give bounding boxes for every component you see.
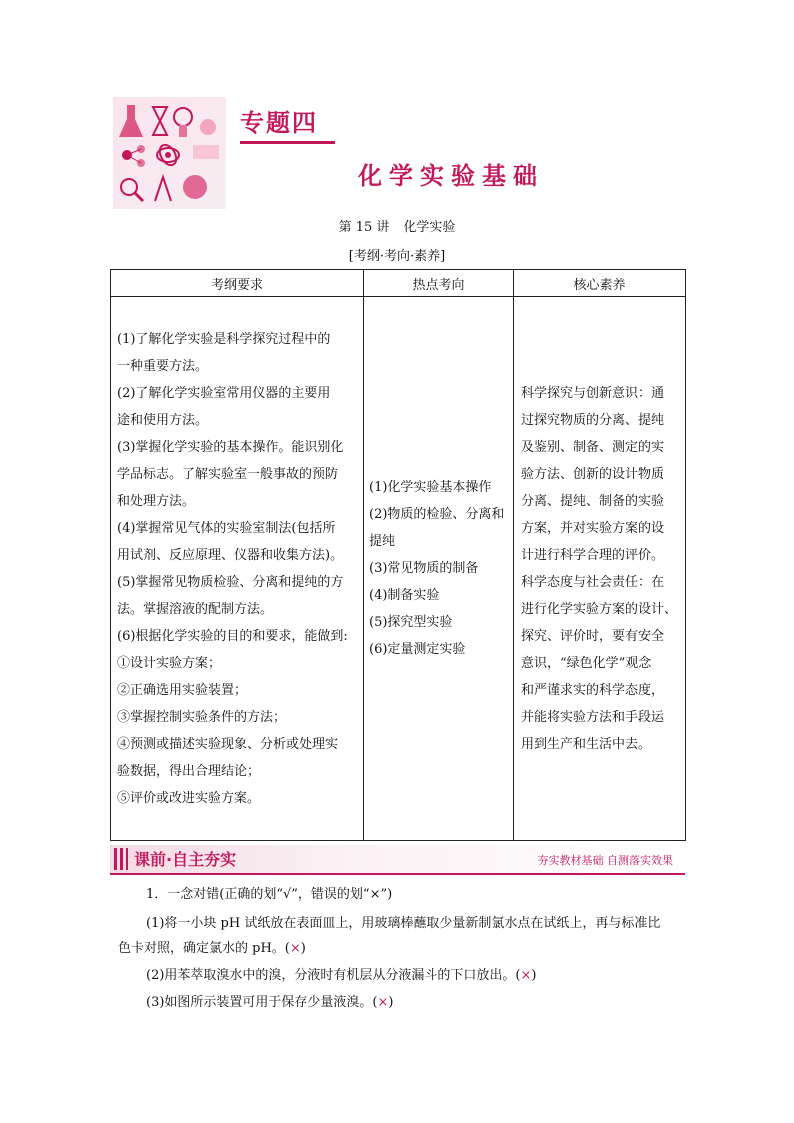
question-line: (3)如图所示装置可用于保存少量液溴。(×) — [146, 995, 394, 1010]
question-text: (1)将一小块 pH 试纸放在表面皿上，用玻璃棒蘸取少量新制氯水点在试纸上，再与标准比 — [146, 916, 661, 931]
requirement-line: ⑤评价或改进实验方案。 — [117, 790, 261, 806]
literacy-line: 计进行科学合理的评价。 — [521, 547, 665, 563]
lesson-number: 第 15 讲 — [338, 220, 390, 235]
requirement-line: ③掌握控制实验条件的方法； — [117, 709, 287, 725]
question-intro — [146, 883, 392, 902]
question-line: 色卡对照，确定氯水的 pH。(×) — [118, 941, 306, 956]
literacy-line: 科学态度与社会责任：在 — [521, 574, 665, 590]
literacy-line: 意识，“绿色化学”观念 — [521, 655, 652, 671]
requirement-line: 和处理方法。 — [117, 493, 196, 509]
requirement-line: (5)掌握常见物质检验、分离和提纯的方 — [117, 574, 344, 590]
question-text: 色卡对照，确定氯水的 pH。( — [118, 941, 290, 956]
table-header-row — [111, 270, 686, 297]
section-banner — [110, 845, 685, 875]
lesson-name: 化学实验 — [403, 220, 456, 235]
section-caption: [考纲·考向·素养] — [348, 249, 446, 264]
requirement-line: 法。掌握溶液的配制方法。 — [117, 601, 274, 617]
hotspot-line: 提纯 — [369, 534, 396, 549]
header-literacy: 核心素养 — [514, 270, 686, 297]
literacy-line: 及鉴别、制备、测定的实 — [521, 439, 665, 455]
answer-mark: × — [289, 941, 301, 956]
hotspot-line: (1)化学实验基本操作 — [369, 480, 492, 495]
stripes-icon — [114, 848, 128, 870]
requirement-line: (1)了解化学实验是科学探究过程中的 — [117, 331, 331, 347]
literacy-cell — [514, 297, 686, 841]
requirement-line: ①设计实验方案； — [117, 655, 222, 671]
literacy-line: 探究、评价时，要有安全 — [521, 628, 665, 644]
requirement-line: 学品标志。了解实验室一般事故的预防 — [117, 466, 339, 482]
requirement-line: ④预测或描述实验现象、分析或处理实 — [117, 736, 339, 752]
requirement-line: 途和使用方法。 — [117, 412, 209, 428]
literacy-line: 用到生产和生活中去。 — [521, 736, 652, 752]
requirement-line: (3)掌握化学实验的基本操作。能识别化 — [117, 439, 344, 455]
literacy-line: 分离、提纯、制备的实验 — [521, 493, 665, 509]
question-text: (3)如图所示装置可用于保存少量液溴。( — [146, 995, 378, 1010]
question-text: (2)用苯萃取溴水中的溴，分液时有机层从分液漏斗的下口放出。( — [146, 968, 521, 983]
requirement-line: (6)根据化学实验的目的和要求，能做到: — [117, 628, 348, 644]
topic-label: 专题四 — [240, 109, 318, 137]
table-row — [111, 297, 686, 841]
question-line: (2)用苯萃取溴水中的溴，分液时有机层从分液漏斗的下口放出。(×) — [146, 968, 537, 983]
chemistry-lab-illustration — [113, 97, 226, 209]
question-text: 1．一念对错(正确的划“√”，错误的划“×”) — [146, 887, 393, 902]
hotspot-line: (4)制备实验 — [369, 588, 440, 603]
syllabus-table — [110, 269, 686, 841]
requirement-line: (2)了解化学实验室常用仪器的主要用 — [117, 385, 331, 401]
lesson-heading — [0, 216, 794, 235]
hotspot-line: (6)定量测定实验 — [369, 642, 466, 657]
lab-equipment-icon — [113, 97, 226, 209]
question-line — [146, 912, 660, 931]
chapter-title: 化学实验基础 — [358, 162, 544, 190]
literacy-line: 方案，并对实验方案的设 — [521, 520, 665, 536]
hotspot-line: (5)探究型实验 — [369, 615, 453, 630]
literacy-line: 并能将实验方法和手段运 — [521, 709, 665, 725]
answer-mark: × — [377, 995, 389, 1010]
requirement-line: 一种重要方法。 — [117, 358, 209, 374]
hotspots-cell — [364, 297, 514, 841]
requirements-cell — [111, 297, 364, 841]
literacy-line: 科学探究与创新意识：通 — [521, 385, 665, 401]
section-title: 课前·自主夯实 — [134, 850, 237, 869]
literacy-line: 进行化学实验方案的设计、 — [521, 601, 678, 617]
literacy-line: 过探究物质的分离、提纯 — [521, 412, 665, 428]
header-hotspots: 热点考向 — [364, 270, 514, 297]
topic-heading — [240, 103, 335, 144]
header-requirements: 考纲要求 — [111, 270, 364, 297]
requirement-line: 验数据，得出合理结论； — [117, 763, 261, 779]
answer-mark: × — [520, 968, 532, 983]
hotspot-line: (2)物质的检验、分离和 — [369, 507, 505, 522]
requirement-line: ②正确选用实验装置； — [117, 682, 248, 698]
literacy-line: 和严谨求实的科学态度， — [521, 682, 665, 698]
literacy-line: 验方法、创新的设计物质 — [521, 466, 665, 482]
section-subtitle: 夯实教材基础 自测落实效果 — [537, 854, 673, 867]
hotspot-line: (3)常见物质的制备 — [369, 561, 479, 576]
requirement-line: (4)掌握常见气体的实验室制法(包括所 — [117, 520, 336, 536]
requirement-line: 用试剂、反应原理、仪器和收集方法)。 — [117, 547, 344, 563]
